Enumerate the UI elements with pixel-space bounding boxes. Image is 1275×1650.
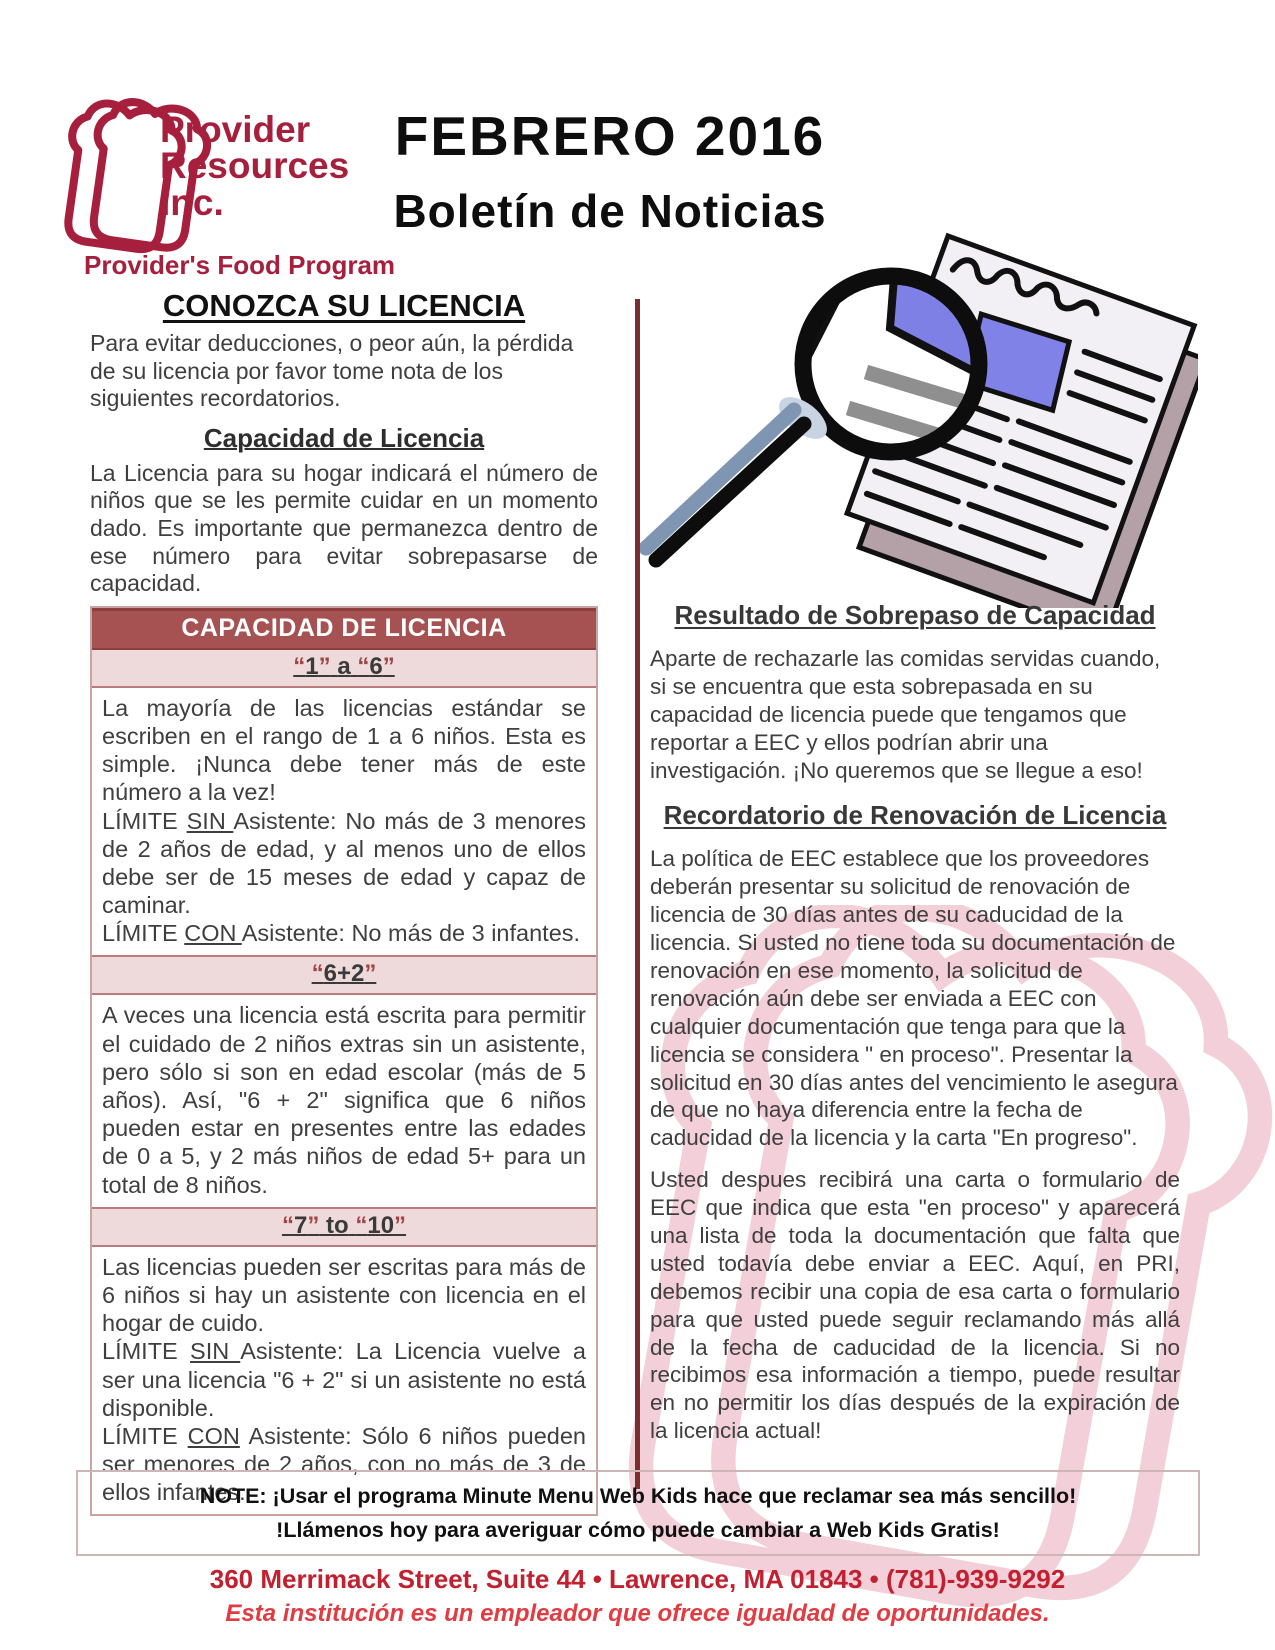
table-sections <box>92 650 596 1515</box>
capacity-paragraph: La Licencia para su hogar indicará el número de niños que se les permite cuidar en un momento dado. Es importante que permanezca dentro de ese número para evitar sobrepasarse de capacidad. <box>90 459 598 597</box>
logo-tagline: Provider's Food Program <box>84 250 396 280</box>
logo-wordmark <box>160 109 350 223</box>
table-paragraph: LÍMITE CON Asistente: No más de 3 infantes. <box>102 920 581 947</box>
section-heading-conozca: CONOZCA SU LICENCIA <box>162 288 526 323</box>
table-paragraph: A veces una licencia está escrita para permitir el cuidado de 2 niños extras sin un asistente, pero sólo si son en edad escolar (más de 5 años). Así, "6 + 2" significa que 6 niños pueden estar en presentes entre las edades de 0 a 5, y 2 más niños de edad 5+ para un total de 8 niños. <box>102 1002 586 1198</box>
table-header: CAPACIDAD DE LICENCIA <box>92 608 596 650</box>
subheading-capacidad: Capacidad de Licencia <box>203 422 485 453</box>
right-paragraph: La política de EEC establece que los proveedores deberán presentar su solicitud de renovación de licencia de 30 días antes de su caducidad de la licencia. Si usted no tiene toda su documentación de renovación en ese momento, la solicitud de renovación aún debe ser enviada a EEC con cualquier documentación que tenga para que la licencia se considera " en proceso". Presentar la solicitud en 30 días antes del vencimiento le asegura de que no haya diferencia entre la fecha de caducidad de la licencia y la carta "En progreso". <box>650 846 1178 1151</box>
newsletter-month-title: FEBRERO 2016 <box>394 105 826 167</box>
table-section-title: “1” a “6” <box>92 650 596 688</box>
newsletter-subtitle: Boletín de Noticias <box>393 185 827 237</box>
right-section-heading: Resultado de Sobrepaso de Capacidad <box>674 600 1156 630</box>
intro-paragraph: Para evitar deducciones, o peor aún, la pérdida de su licencia por favor tome nota de los siguientes recordatorios. <box>90 330 574 412</box>
note-line1: NOTE: ¡Usar el programa Minute Menu Web Kids hace que reclamar sea más sencillo! <box>199 1484 1077 1508</box>
magnifying-glass-document-clipart-icon <box>598 196 1198 608</box>
logo-line1: Provider <box>160 109 311 150</box>
column-divider <box>635 299 640 1489</box>
license-capacity-table <box>90 606 598 1517</box>
right-paragraph: Usted despues recibirá una carta o formulario de EEC que indica que esta "en proceso" y aparecerá una lista de toda la documentación que falta que usted todavía debe enviar a EEC. Aquí, en PRI, debemos recibir una copia de esa carta o formulario para que usted puede seguir reclamando más allá de la fecha de caducidad de la licencia. Si no recibimos esa información a tiempo, puede resultar en no permitir los días después de la expiración de la licencia actual! <box>650 1167 1180 1444</box>
right-section-heading: Recordatorio de Renovación de Licencia <box>663 800 1167 831</box>
table-section-title: “6+2” <box>92 955 596 995</box>
table-paragraph: LÍMITE SIN Asistente: No más de 3 menores de 2 años de edad, y al menos uno de ellos debe ser de 15 meses de edad y capaz de caminar. <box>102 807 586 919</box>
note-box <box>76 1470 1200 1556</box>
note-line2: !Llámenos hoy para averiguar cómo puede cambiar a Web Kids Gratis! <box>276 1518 1000 1542</box>
right-paragraph: Aparte de rechazarle las comidas servidas cuando, si se encuentra que esta sobrepasada en su capacidad de licencia puede que tengamos que reportar a EEC y ellos podrían abrir una investigación. ¡No queremos que se llegue a eso! <box>650 646 1161 783</box>
left-column <box>90 288 598 1516</box>
logo-line2: Resources <box>160 145 350 187</box>
table-paragraph: LÍMITE CON Asistente: Sólo 6 niños pueden ser menores de 2 años, con no más de 3 de ellos infantes. <box>102 1422 586 1506</box>
table-section-title: “7” to “10” <box>92 1207 596 1247</box>
right-column <box>650 600 1180 1461</box>
right-section <box>650 800 1180 1445</box>
logo-line3: Inc. <box>160 181 224 223</box>
table-section-body <box>92 688 596 956</box>
equal-opportunity-line: Esta institución es un empleador que ofrece igualdad de oportunidades. <box>225 1600 1050 1627</box>
table-paragraph: Las licencias pueden ser escritas para más de 6 niños si hay un asistente con licencia en el hogar de cuido. <box>102 1253 586 1337</box>
table-section-body <box>92 995 596 1206</box>
table-paragraph: La mayoría de las licencias estándar se escriben en el rango de 1 a 6 niños. Esta es simple. ¡Nunca debe tener más de este número a la vez! <box>102 694 586 806</box>
table-paragraph: LÍMITE SIN Asistente: La Licencia vuelve a ser una licencia "6 + 2" si un asistente no está disponible. <box>102 1338 586 1421</box>
right-section <box>650 600 1180 784</box>
address-line: 360 Merrimack Street, Suite 44 • Lawrence, MA 01843 • (781)-939-9292 <box>209 1564 1066 1594</box>
magnifier-handle <box>646 410 794 548</box>
